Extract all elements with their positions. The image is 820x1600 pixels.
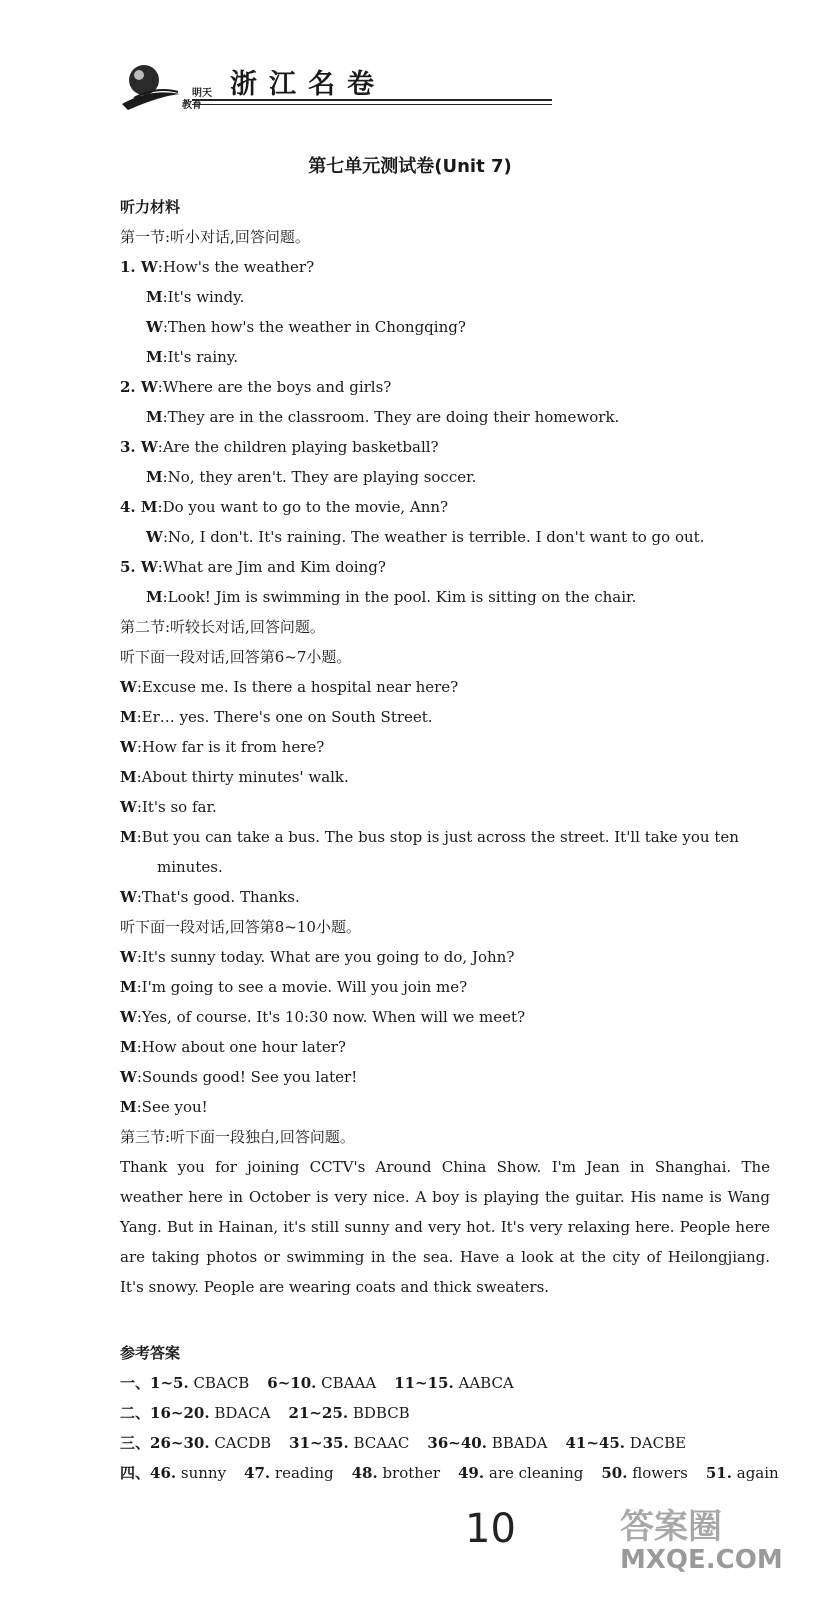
answer-range: 21~25. (288, 1404, 349, 1422)
answer-range: 48. (351, 1464, 378, 1482)
dialog-line (120, 942, 770, 972)
colon: : (136, 678, 142, 696)
speaker: W (120, 888, 137, 906)
dialog-text: That's good. Thanks. (141, 888, 300, 906)
speaker: M (146, 588, 163, 606)
answer-range: 11~15. (394, 1374, 454, 1392)
dialog-line (120, 522, 770, 552)
answer-rows (120, 1368, 780, 1488)
answer-value: CBACB (188, 1374, 250, 1392)
dialog-line (120, 492, 770, 522)
answer-range: 46. (150, 1464, 177, 1482)
listening-heading: 听力材料 (120, 198, 181, 216)
dialog-line (120, 1002, 770, 1032)
colon: : (136, 948, 142, 966)
colon: : (157, 438, 163, 456)
answer-row (120, 1368, 780, 1398)
answer-value: flowers (627, 1464, 688, 1482)
answer-value: CBAAA (316, 1374, 377, 1392)
colon: : (162, 318, 168, 336)
speaker: W (140, 258, 158, 276)
dialog-line (120, 1092, 770, 1122)
answer-range: 6~10. (267, 1374, 317, 1392)
dialog-line (120, 312, 770, 342)
dialog-text: Then how's the weather in Chongqing? (167, 318, 466, 336)
dialog-text: What are Jim and Kim doing? (162, 558, 386, 576)
colon: : (157, 558, 163, 576)
question-number: 4. (120, 498, 141, 516)
answer-part: 一、 (120, 1374, 151, 1392)
answer-key (120, 1338, 780, 1488)
dialog-line (120, 372, 770, 402)
answer-value: brother (377, 1464, 440, 1482)
answer-part: 二、 (120, 1404, 151, 1422)
dialog-line (120, 882, 770, 912)
header (120, 50, 440, 130)
dialog-line (120, 732, 770, 762)
dialog-text: No, I don't. It's raining. The weather is terrible. I don't want to go out. (167, 528, 705, 546)
colon: : (162, 288, 168, 306)
answers-heading: 参考答案 (120, 1344, 181, 1362)
answer-part: 三、 (120, 1434, 151, 1452)
dialog-text: But you can take a bus. The bus stop is just across the street. It'll take you ten minutes. (141, 828, 739, 876)
dialog-text: No, they aren't. They are playing soccer. (167, 468, 477, 486)
section3-heading: 第三节:听下面一段独白,回答问题。 (120, 1128, 355, 1146)
page-title: 第七单元测试卷(Unit 7) (308, 156, 512, 177)
speaker: M (120, 768, 137, 786)
speaker: M (140, 498, 158, 516)
section1-items (120, 252, 770, 612)
dialog-line (120, 432, 770, 462)
section2-heading: 第二节:听较长对话,回答问题。 (120, 618, 325, 636)
answer-range: 50. (601, 1464, 628, 1482)
speaker: M (120, 1038, 137, 1056)
dialog-line (120, 702, 770, 732)
dialog-text: About thirty minutes' walk. (141, 768, 349, 786)
answer-value: BDACA (209, 1404, 271, 1422)
colon: : (136, 888, 142, 906)
answer-value: reading (270, 1464, 334, 1482)
speaker: W (140, 438, 158, 456)
answer-value: sunny (176, 1464, 227, 1482)
dialog-line (120, 822, 770, 882)
colon: : (157, 378, 163, 396)
dialog-text: It's so far. (141, 798, 217, 816)
question-number: 5. (120, 558, 141, 576)
dialog-line (120, 672, 770, 702)
watermark-top: 答案圈 (620, 1507, 722, 1547)
monologue: Thank you for joining CCTV's Around China Show. I'm Jean in Shanghai. The weather here in October is very nice. A boy is playing the guitar. His name is Wang Yang. But in Hainan, it's still sunny and very hot. It's very relaxing here. People here are taking photos or swimming in the sea. Have a look at the city of Heilongjiang. It's snowy. People are wearing coats and thick sweaters. (120, 1158, 770, 1296)
dialog-line (120, 792, 770, 822)
speaker: W (120, 738, 137, 756)
dialog-text: How's the weather? (162, 258, 315, 276)
colon: : (157, 498, 163, 516)
answer-range: 36~40. (427, 1434, 487, 1452)
speaker: M (146, 348, 163, 366)
colon: : (136, 768, 142, 786)
speaker: W (120, 1068, 137, 1086)
answer-range: 31~35. (289, 1434, 349, 1452)
colon: : (136, 1008, 142, 1026)
speaker: W (120, 678, 137, 696)
speaker: W (146, 318, 163, 336)
colon: : (162, 468, 168, 486)
speaker: W (140, 378, 158, 396)
colon: : (136, 708, 142, 726)
dialog-text: See you! (141, 1098, 208, 1116)
header-rule (192, 99, 552, 101)
answer-part: 四、 (120, 1464, 151, 1482)
dialog-text: It's windy. (167, 288, 245, 306)
colon: : (157, 258, 163, 276)
dialog1 (120, 672, 770, 912)
answer-value: CACDB (209, 1434, 272, 1452)
dialog-text: Look! Jim is swimming in the pool. Kim is sitting on the chair. (167, 588, 637, 606)
dialog-text: Excuse me. Is there a hospital near here? (141, 678, 459, 696)
dialog-text: They are in the classroom. They are doing their homework. (167, 408, 620, 426)
answer-value: again (731, 1464, 779, 1482)
answer-value: are cleaning (484, 1464, 584, 1482)
dialog-line (120, 762, 770, 792)
dialog-text: Yes, of course. It's 10:30 now. When will we meet? (141, 1008, 526, 1026)
dialog-text: Er… yes. There's one on South Street. (141, 708, 433, 726)
series-name: 浙江名卷 (230, 69, 386, 100)
answer-row (120, 1398, 780, 1428)
answer-range: 1~5. (150, 1374, 189, 1392)
dialog-line (120, 972, 770, 1002)
speaker: W (146, 528, 163, 546)
colon: : (136, 1038, 142, 1056)
colon: : (162, 348, 168, 366)
dialog-line (120, 282, 770, 312)
speaker: W (120, 948, 137, 966)
dialog-text: It's sunny today. What are you going to do, John? (141, 948, 515, 966)
speaker: M (120, 708, 137, 726)
dialog2-heading: 听下面一段对话,回答第8~10小题。 (120, 918, 361, 936)
dialog-text: Are the children playing basketball? (162, 438, 439, 456)
answer-value: DACBE (625, 1434, 687, 1452)
answer-range: 41~45. (565, 1434, 626, 1452)
answer-range: 49. (458, 1464, 485, 1482)
section1-heading: 第一节:听小对话,回答问题。 (120, 228, 310, 246)
answer-value: AABCA (453, 1374, 514, 1392)
colon: : (136, 1068, 142, 1086)
answer-value: BDBCB (348, 1404, 410, 1422)
speaker: M (120, 828, 137, 846)
dialog-text: I'm going to see a movie. Will you join me? (141, 978, 468, 996)
dialog-line (120, 1032, 770, 1062)
dialog-text: How far is it from here? (141, 738, 325, 756)
dialog-line (120, 1062, 770, 1092)
speaker: M (146, 408, 163, 426)
colon: : (162, 528, 168, 546)
answer-range: 16~20. (150, 1404, 210, 1422)
colon: : (162, 408, 168, 426)
speaker: M (120, 978, 137, 996)
dialog-line (120, 582, 770, 612)
publisher-line1: 明天 (192, 88, 212, 99)
publisher-line2: 教育 (182, 100, 202, 111)
dialog-text: How about one hour later? (141, 1038, 346, 1056)
question-number: 1. (120, 258, 141, 276)
dialog-line (120, 252, 770, 282)
watermark-url: MXQE.COM (620, 1545, 783, 1575)
answer-value: BCAAC (348, 1434, 410, 1452)
question-number: 3. (120, 438, 141, 456)
speaker: W (140, 558, 158, 576)
speaker: W (120, 1008, 137, 1026)
colon: : (136, 738, 142, 756)
dialog-text: Sounds good! See you later! (141, 1068, 358, 1086)
answer-row (120, 1428, 780, 1458)
answer-range: 26~30. (150, 1434, 210, 1452)
dialog1-heading: 听下面一段对话,回答第6~7小题。 (120, 648, 352, 666)
colon: : (136, 978, 142, 996)
colon: : (136, 798, 142, 816)
watermark (620, 1495, 790, 1585)
colon: : (136, 828, 142, 846)
dialog-text: Where are the boys and girls? (162, 378, 392, 396)
colon: : (162, 588, 168, 606)
dialog-line (120, 462, 770, 492)
dialog-line (120, 402, 770, 432)
question-number: 2. (120, 378, 141, 396)
dialog-text: It's rainy. (167, 348, 239, 366)
answer-row (120, 1458, 780, 1488)
dialog-line (120, 342, 770, 372)
dialog2 (120, 942, 770, 1122)
answer-range: 51. (705, 1464, 732, 1482)
speaker: M (120, 1098, 137, 1116)
dialog-text: Do you want to go to the movie, Ann? (162, 498, 449, 516)
speaker: M (146, 468, 163, 486)
dialog-line (120, 552, 770, 582)
speaker: W (120, 798, 137, 816)
header-rule-thin (192, 104, 552, 105)
speaker: M (146, 288, 163, 306)
answer-value: BBADA (486, 1434, 548, 1452)
listening-content (120, 222, 770, 1302)
answer-range: 47. (244, 1464, 271, 1482)
page-number: 10 (465, 1506, 516, 1552)
colon: : (136, 1098, 142, 1116)
